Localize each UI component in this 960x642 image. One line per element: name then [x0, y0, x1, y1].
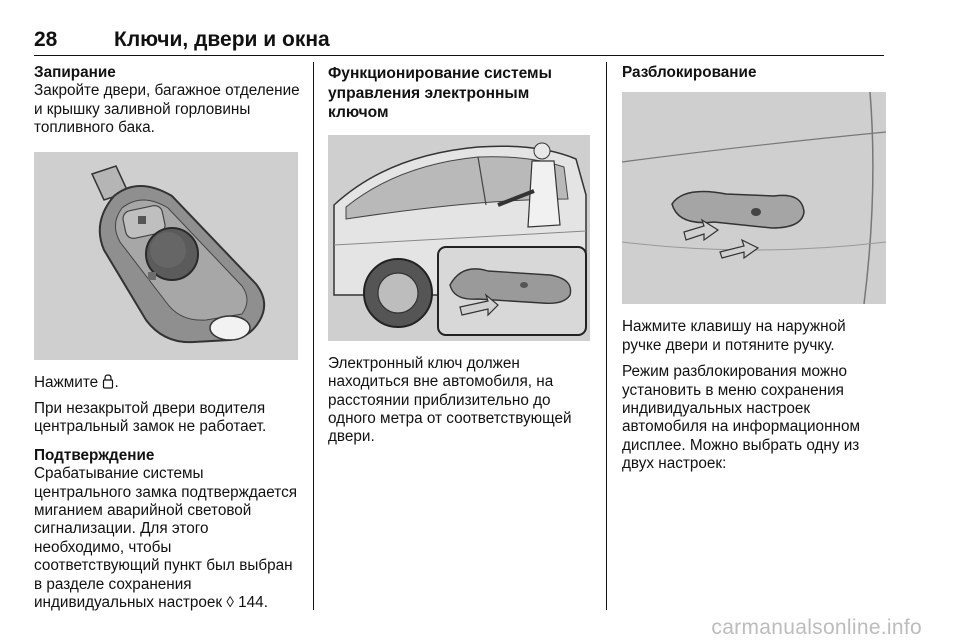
column-2 [328, 64, 590, 447]
text-lock: Закройте двери, багажное отделение и крышку заливной горловины топливного бака. [34, 82, 300, 137]
page-header [34, 28, 884, 54]
header-rule [34, 55, 884, 56]
heading-lock: Запирание [34, 64, 116, 81]
door-handle-figure [622, 92, 886, 304]
text-confirm [34, 465, 300, 612]
column-1 [34, 64, 300, 613]
text-unlock-mode: Режим разблокирования можно установить в меню сохранения индивидуальных настроек автомобиля на информационном дисплее. Можно выбрать одну из двух настроек: [622, 363, 860, 473]
page-title: Ключи, двери и окна [114, 28, 330, 51]
text-press-handle: Нажмите клавишу на наружной ручке двери и потяните ручку. [622, 318, 846, 354]
page-number: 28 [34, 28, 58, 51]
key-fob-figure [34, 152, 298, 360]
car-entry-figure [328, 135, 590, 341]
heading-confirm: Подтверждение [34, 446, 155, 464]
lock-icon [102, 374, 114, 389]
column-3 [622, 64, 886, 474]
heading-electronic-key: Функционирование системы управления электронным ключом [328, 65, 552, 122]
text-confirm-body: Срабатывание системы центрального замка подтверждается миганием аварийной световой сигнализации. Для этого необходимо, чтобы соответствующий пункт был выбран в разделе сохранения индивидуальных настроек [34, 465, 298, 612]
column-divider-1 [313, 62, 314, 610]
text-electronic-key: Электронный ключ должен находиться вне автомобиля, на расстоянии приблизительно до одного метра от соответствующей двери. [328, 354, 572, 446]
column-divider-2 [606, 62, 607, 610]
watermark: carmanualsonline.info [711, 616, 922, 639]
text-door-not-closed: При незакрытой двери водителя центральный замок не работает. [34, 400, 267, 436]
page-ref-symbol[interactable]: ◊ [226, 594, 234, 612]
press-label: Нажмите [34, 373, 99, 391]
heading-unlock: Разблокирование [622, 64, 757, 81]
press-lock-line: Нажмите . [34, 373, 119, 391]
page-ref-number[interactable]: 144. [238, 594, 268, 612]
